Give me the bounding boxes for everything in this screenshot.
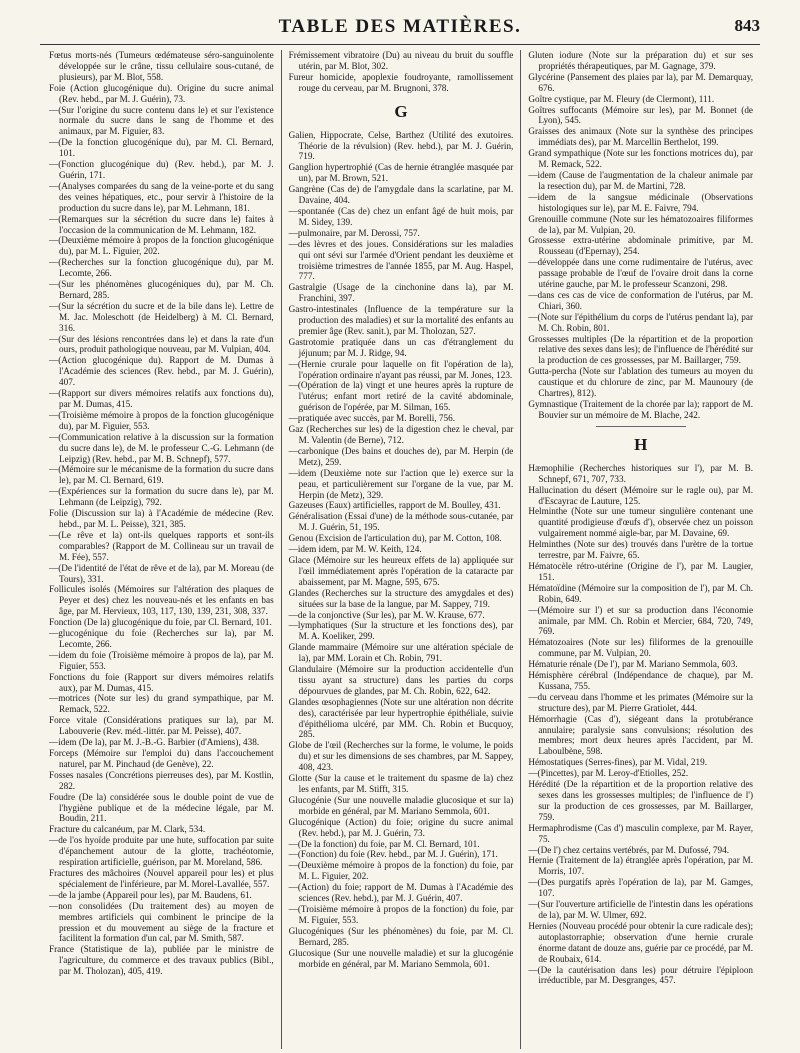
index-entry: Glucogéniques (Sur les phénomènes) du foie, par M. Cl. Bernard, 285. <box>288 925 514 947</box>
index-entry: —lymphatiques (Sur la structure et les fonctions des), par M. A. Koeliker, 299. <box>288 620 514 642</box>
index-entry: Grossesse extra-utérine abdominale primitive, par M. Rousseau (d'Epernay), 254. <box>528 235 754 257</box>
index-entry: Hermaphrodisme (Cas d') masculin complexe, par M. Rayer, 75. <box>528 822 754 844</box>
index-entry: —idem idem, par M. W. Keith, 124. <box>288 544 422 555</box>
index-entry: Glucogénique (Action) du foie; origine du sucre animal (Rev. hebd.), par M. J. Guérin, 73. <box>288 816 514 838</box>
index-entry: —(De l'identité de l'état de rêve et de la), par M. Moreau (de Tours), 331. <box>49 562 274 584</box>
index-entry: Glucosique (Sur une nouvelle maladie) et sur la glucogénie morbide en général, par M. Mariano Semmola, 601. <box>288 947 514 969</box>
index-column-left <box>42 50 281 1049</box>
index-entry: Gluten iodure (Note sur la préparation du) et sur ses propriétés thérapeutiques, par M. Gagnage, 379. <box>528 50 754 71</box>
index-entry: —(De la cautérisation dans les) pour détruire l'épiploon irréductible, par M. Desgranges, 457. <box>528 964 754 986</box>
index-entry: Hémorrhagie (Cas d'), siégeant dans la protubérance annulaire; paralysie sans convulsions; résolution des membres; mort deux heures après l'accident, par M. Laboulbène, 598. <box>528 713 754 757</box>
index-column-middle <box>281 50 521 1049</box>
index-entry: —développée dans une corne rudimentaire de l'utérus, avec passage probable de l'œuf de l'ovaire droit dans la corne utérine gauche, par M. le professeur Scanzoni, 298. <box>528 257 754 290</box>
index-entry: Ganglion hypertrophié (Cas de hernie étranglée masquée par un), par M. Brown, 521. <box>288 162 514 184</box>
index-entry: Glande mammaire (Mémoire sur une altération spéciale de la), par MM. Lorain et Ch. Robin, 791. <box>288 642 514 664</box>
index-entry: —(Fonction glucogénique du) (Rev. hebd.), par M. J. Guérin, 171. <box>49 159 274 180</box>
index-entry: Forceps (Mémoire sur l'emploi du) dans l'accouchement naturel, par M. Pinchaud (de Genève), 22. <box>49 748 274 769</box>
index-entry: —(Mémoire sur le mécanisme de la formation du sucre dans le), par M. Cl. Bernard, 619. <box>49 464 274 486</box>
index-entry: Fractures des mâchoires (Nouvel appareil pour les) et plus spécialement de l'inférieure, par M. Morel-Lavallée, 557. <box>49 867 274 889</box>
index-entry: —idem (Deuxième note sur l'action que le) exerce sur la peau, et particulièrement sur l'organe de la vue, par M. Herpin (de Metz), 329. <box>288 467 514 500</box>
index-entry: Force vitale (Considérations pratiques sur la), par M. Labouverie (Rev. méd.-littér. par M. Peisse), 407. <box>49 715 274 737</box>
index-entry: Gutta-percha (Note sur l'ablation des tumeurs au moyen du caustique et du chlorure de zinc, par M. Maunoury (de Chartres), 812). <box>528 366 754 399</box>
index-entry: Hémostatiques (Serres-fines), par M. Vidal, 219. <box>528 757 707 768</box>
index-entry: Grossesses multiples (De la répartition et de la proportion relative des sexes dans les); de l'influence de l'hérédité sur la production de ces grossesses, par M. Baillarger, 759. <box>528 333 754 366</box>
index-entry: Gastralgie (Usage de la cinchonine dans la), par M. Franchini, 397. <box>288 282 514 304</box>
index-entry: —(Remarques sur la sécrétion du sucre dans le) faites à l'occasion de la communication de M. Lehmann, 182. <box>49 213 274 235</box>
index-entry: Hémisphère cérébral (Indépendance de chaque), par M. Kussana, 755. <box>528 670 754 691</box>
index-entry: Glandulaire (Mémoire sur la production accidentelle d'un tissu ayant sa structure) dans les parties du corps dépourvues de glandes, par M. Ch. Robin, 622, 642. <box>288 664 514 696</box>
index-columns <box>42 50 760 1049</box>
index-entry: —(De la fonction glucogénique du), par M. Cl. Bernard, 101. <box>49 137 274 159</box>
index-entry: Hématoïdine (Mémoire sur la composition de l'), par M. Ch. Robin, 649. <box>528 582 754 604</box>
index-entry: Généralisation (Essai d'une) de la méthode sous-cutanée, par M. J. Guérin, 51, 195. <box>288 511 514 533</box>
index-entry: —(Expériences sur la formation du sucre dans le), par M. Lehmann (de Leipzig), 792. <box>49 486 274 508</box>
index-entry: Foudre (De la) considérée sous le double point de vue de l'hygiène publique et de la médecine légale, par M. Boudin, 211. <box>49 791 274 824</box>
index-entry: Gastrotomie pratiquée dans un cas d'étranglement du jéjunum; par M. J. Ridge, 94. <box>288 336 514 358</box>
page-number: 843 <box>734 16 760 35</box>
index-entry: —spontanée (Cas de) chez un enfant âgé de huit mois, par M. Sidey, 139. <box>288 205 514 227</box>
index-entry: Glace (Mémoire sur les heureux effets de la) appliquée sur l'œil immédiatement après l'opération de la cataracte par abaissement, par M. Magne, 595, 675. <box>288 554 514 587</box>
index-entry: —(Action glucogénique du). Rapport de M. Dumas à l'Académie des sciences (Rev. hebd., par M. J. Guérin), 407. <box>49 355 274 388</box>
index-entry: Grand sympathique (Note sur les fonctions motrices du), par M. Remack, 522. <box>528 148 754 170</box>
index-entry: Hématocèle rétro-utérine (Origine de l'), par M. Laugier, 151. <box>528 560 754 582</box>
index-entry: France (Statistique de la), publiée par le ministre de l'agriculture, du commerce et des travaux publics (Bibl., par M. Tholozan), 405, 419. <box>49 944 274 977</box>
index-entry: —(Pincettes), par M. Leroy-d'Etiolles, 252. <box>528 768 689 779</box>
index-entry: Fonctions du foie (Rapport sur divers mémoires relatifs aux), par M. Dumas, 415. <box>49 671 274 693</box>
index-entry: —(Sur l'origine du sucre contenu dans le) et sur l'existence normale du sucre dans le sang de l'homme et des animaux, par M. Figuier, 83. <box>49 104 274 137</box>
index-entry: Hernie (Traitement de la) étranglée après l'opération, par M. Morris, 107. <box>528 855 754 877</box>
index-column-right <box>520 50 760 1049</box>
index-entry: —du cerveau dans l'homme et les primates (Mémoire sur la structure des), par M. Pierre Gratiolet, 444. <box>528 691 754 713</box>
index-entry: Foie (Action glucogénique du). Origine du sucre animal (Rev. hebd., par M. J. Guérin), 73. <box>49 82 274 104</box>
index-entry: Genou (Excision de l'articulation du), par M. Cotton, 108. <box>288 533 502 544</box>
index-entry: Hæmophilie (Recherches historiques sur l'), par M. B. Schnepf, 671, 707, 733. <box>528 462 754 484</box>
index-entry: Hallucination du désert (Mémoire sur le ragle ou), par M. d'Escayrac de Lauture, 125. <box>528 484 754 506</box>
index-entry: —pulmonaire, par M. Derossi, 757. <box>288 227 420 238</box>
index-entry: —(Mémoire sur l') et sur sa production dans l'économie animale, par MM. Ch. Robin et Mercier, 684, 720, 749, 769. <box>528 604 754 637</box>
index-entry: —(Fonction) du foie (Rev. hebd., par M. J. Guérin), 171. <box>288 849 498 860</box>
index-entry: Hernies (Nouveau procédé pour obtenir la cure radicale des); autoplastorraphie; observation d'une hernie crurale énorme datant de douze ans, guérie par ce procédé, par M. de Roubaix, 614. <box>528 920 754 964</box>
index-entry: Helminthe (Note sur une tumeur singulière contenant une quantité prodigieuse d'œufs d'), observée chez un poisson vulgairement nommé aigle-bar, par M. Davaine, 69. <box>528 506 754 539</box>
index-entry: —(Le rêve et la) ont-ils quelques rapports et sont-ils comparables? (Rapport de M. Collineau sur un travail de M. Fée), 557. <box>49 529 274 562</box>
index-entry: Grenouille commune (Note sur les hématozoaires filiformes de la), par M. Vulpian, 20. <box>528 213 754 235</box>
index-entry: Fonction (De la) glucogénique du foie, par Cl. Bernard, 101. <box>49 617 272 628</box>
index-entry: —des lèvres et des joues. Considérations sur les maladies qui ont sévi sur l'armée d'Orient pendant les deuxième et troisième trimestres de l'année 1855, par M. Aug. Haspel, 777. <box>288 238 514 282</box>
section-letter: G <box>394 101 408 121</box>
index-entry: —(Sur la sécrétion du sucre et de la bile dans le). Lettre de M. Jac. Moleschott (de Heidelberg) à M. Cl. Bernard, 316. <box>49 300 274 333</box>
index-entry: —(Communication relative à la discussion sur la formation du sucre dans le), de M. le professeur C.-G. Lehmann (de Leipzig) (Rev. hebd., par M. B. Schnepf), 577. <box>49 431 274 464</box>
header-rule <box>40 44 760 45</box>
index-entry: —de l'os hyoïde produite par une hute, suffocation par suite d'épanchement autour de la glotte, trachéotomie, respiration artificielle, guérison, par M. Moreland, 586. <box>49 835 274 868</box>
index-entry: —(Sur l'ouverture artificielle de l'intestin dans les opérations de la), par M. W. Ulmer, 692. <box>528 899 754 920</box>
index-entry: Galien, Hippocrate, Celse, Barthez (Utilité des exutoires. Théorie de la révulsion) (Rev. hebd.), par M. J. Guérin, 719. <box>288 129 514 162</box>
index-entry: —(Sur les phénomènes glucogéniques du), par M. Ch. Bernard, 285. <box>49 279 274 300</box>
index-entry: —(Troisième mémoire à propos de la fonction glucogénique du), par M. Figuier, 553. <box>49 409 274 431</box>
index-entry: —(Des purgatifs après l'opération de la), par M. Gamges, 107. <box>528 877 754 899</box>
index-entry: Gazeuses (Eaux) artificielles, rapport de M. Boulley, 431. <box>288 500 501 511</box>
index-entry: Fureur homicide, apoplexie foudroyante, ramollissement rouge du cerveau, par M. Brugnoni, 378. <box>288 71 514 93</box>
index-entry: —(Troisième mémoire à propos de la fonction) du foie, par M. Figuier, 553. <box>288 903 514 925</box>
index-entry: Fracture du calcanéum, par M. Clark, 534. <box>49 824 206 835</box>
index-entry: —glucogénique du foie (Recherches sur la), par M. Lecomte, 266. <box>49 628 274 649</box>
index-entry: —idem de la sangsue médicinale (Observations histologiques sur le), par M. E. Faivre, 794. <box>528 191 754 213</box>
index-entry: —(De la fonction) du foie, par M. Cl. Bernard, 101. <box>288 838 480 849</box>
index-entry: Glucogénie (Sur une nouvelle maladie glucosique et sur la) morbide en général, par M. Mariano Semmola, 601. <box>288 794 514 816</box>
index-entry: —idem (Cause de l'augmentation de la chaleur animale par la resection du), par M. de Martini, 728. <box>528 169 754 191</box>
index-entry: Hérédité (De la répartition et de la proportion relative des sexes dans les grossesses multiples; de l'influence de l') sur la production de ces grossesses, par M. Baillarger, 759. <box>528 779 754 822</box>
index-entry: Fosses nasales (Concrétions pierreuses des), par M. Kostlin, 282. <box>49 769 274 791</box>
index-entry: Graisses des animaux (Note sur la synthèse des principes immédiats des), par M. Marcellin Berthelot, 199. <box>528 126 754 148</box>
section-divider <box>596 426 686 427</box>
index-entry: —(Rapport sur divers mémoires relatifs aux fonctions du), par M. Dumas, 415. <box>49 388 274 409</box>
index-entry: —non consolidées (Du traitement des) au moyen de membres artificiels qui combinent le principe de la pression et du mouvement au siège de la fracture et facilitent la formation d'un cal, par M. Smith, 587. <box>49 900 274 944</box>
index-entry: —idem du foie (Troisième mémoire à propos de la), par M. Figuier, 553. <box>49 649 274 671</box>
index-entry: —motrices (Note sur les) du grand sympathique, par M. Remack, 522. <box>49 693 274 715</box>
index-entry: Hématurie rénale (De l'), par M. Mariano Semmola, 603. <box>528 659 738 670</box>
index-entry: Frémissement vibratoire (Du) au niveau du bruit du souffle utérin, par M. Blot, 302. <box>288 50 514 71</box>
index-entry: Glandes (Recherches sur la structure des amygdales et des) situées sur la base de la langue, par M. Sappey, 719. <box>288 587 514 609</box>
index-entry: —(Deuxième mémoire à propos de la fonction glucogénique du), par M. L. Figuier, 202. <box>49 235 274 257</box>
index-entry: Helminthes (Note sur des) trouvés dans l'urètre de la tortue terrestre, par M. Faivre, 65. <box>528 539 754 561</box>
section-letter: H <box>634 434 648 454</box>
index-entry: Goître cystique, par M. Fleury (de Clermont), 111. <box>528 93 715 104</box>
index-entry: Hématozoaires (Note sur les) filiformes de la grenouille commune, par M. Vulpian, 20. <box>528 637 754 659</box>
index-entry: Folie (Discussion sur la) à l'Académie de médecine (Rev. hebd., par M. L. Peisse), 321, 385. <box>49 508 274 529</box>
index-entry: —(Note sur l'épithélium du corps de l'utérus pendant la), par M. Ch. Robin, 801. <box>528 311 754 333</box>
index-entry: —(De l') chez certains vertébrés, par M. Dufossé, 794. <box>528 844 729 855</box>
index-entry: Glycérine (Pansement des plaies par la), par M. Demarquay, 676. <box>528 71 754 93</box>
page-header <box>40 8 760 44</box>
index-entry: Goîtres suffocants (Mémoire sur les), par M. Bonnet (de Lyon), 545. <box>528 104 754 126</box>
index-entry: —dans ces cas de vice de conformation de l'utérus, par M. Chiari, 360. <box>528 289 754 311</box>
index-entry: —pratiquée avec succès, par M. Borelli, 756. <box>288 413 456 424</box>
index-entry: Gangrène (Cas de) de l'amygdale dans la scarlatine, par M. Davaine, 404. <box>288 184 514 206</box>
index-entry: —carbonique (Des bains et douches de), par M. Herpin (de Metz), 259. <box>288 445 514 467</box>
index-entry: —(Opération de la) vingt et une heures après la rupture de l'utérus; enfant mort retiré de la cavité abdominale, guérison de l'opérée, par M. Silman, 165. <box>288 380 514 413</box>
index-entry: Gastro-intestinales (Influence de la température sur la production des maladies) et sur la mortalité des enfants au premier âge (Rev. sanit.), par M. Tholozan, 527. <box>288 304 514 336</box>
index-entry: —de la jambe (Appareil pour les), par M. Baudens, 61. <box>49 889 252 900</box>
index-entry: Fœtus morts-nés (Tumeurs œdémateuse séro-sanguinolente développée sur le crâne, tissu cellulaire sous-cutané, de plusieurs), par M. Blot, 558. <box>49 50 274 82</box>
index-entry: —(Hernie crurale pour laquelle on fit l'opération de la), l'opération ordinaire n'ayant pas réussi, par M. Jones, 123. <box>288 358 514 380</box>
index-entry: Globe de l'œil (Recherches sur la forme, le volume, le poids du) et sur les dimensions de ses chambres, par M. Sappey, 408, 423. <box>288 740 514 773</box>
index-entry: Gymnastique (Traitement de la chorée par la); rapport de M. Bouvier sur un mémoire de M. Blache, 242. <box>528 399 754 420</box>
page-title: TABLE DES MATIÈRES. <box>278 16 522 37</box>
index-entry: Glotte (Sur la cause et le traitement du spasme de la) chez les enfants, par M. Stifft, 315. <box>288 773 514 794</box>
index-entry: —(Action) du foie; rapport de M. Dumas à l'Académie des sciences (Rev. hebd.), par M. J. Guérin, 407. <box>288 882 514 904</box>
index-entry: —(Recherches sur la fonction glucogénique du), par M. Lecomte, 266. <box>49 257 274 279</box>
index-entry: —(Deuxième mémoire à propos de la fonction) du foie, par M. L. Figuier, 202. <box>288 860 514 882</box>
index-entry: Glandes œsophagiennes (Note sur une altération non décrite des), caractérisée par leur hypertrophie épithéliale, suivie d'épithélioma ulcéré, par MM. Ch. Robin et Bucquoy, 285. <box>288 696 514 740</box>
index-entry: Gaz (Recherches sur les) de la digestion chez le cheval, par M. Valentin (de Berne), 712. <box>288 424 514 445</box>
index-entry: —de la conjonctive (Sur les), par M. W. Krause, 677. <box>288 609 485 620</box>
index-entry: —(Sur des lésions rencontrées dans le) et dans la rate d'un ours, produit pathologique nouveau, par M. Vulpian, 404. <box>49 333 274 355</box>
index-entry: —(Analyses comparées du sang de la veine-porte et du sang des veines hépatiques, etc., pour servir à l'histoire de la production du sucre dans le), par M. Lehmann, 181. <box>49 180 274 213</box>
index-entry: —idem (De la), par M. J.-B.-G. Barbier (d'Amiens), 438. <box>49 737 260 748</box>
index-entry: Follicules isolés (Mémoires sur l'altération des plaques de Peyer et des) chez les nouveau-nés et les enfants en bas âge, par M. Hervieux, 103, 117, 130, 139, 231, 308, 337. <box>49 584 274 617</box>
